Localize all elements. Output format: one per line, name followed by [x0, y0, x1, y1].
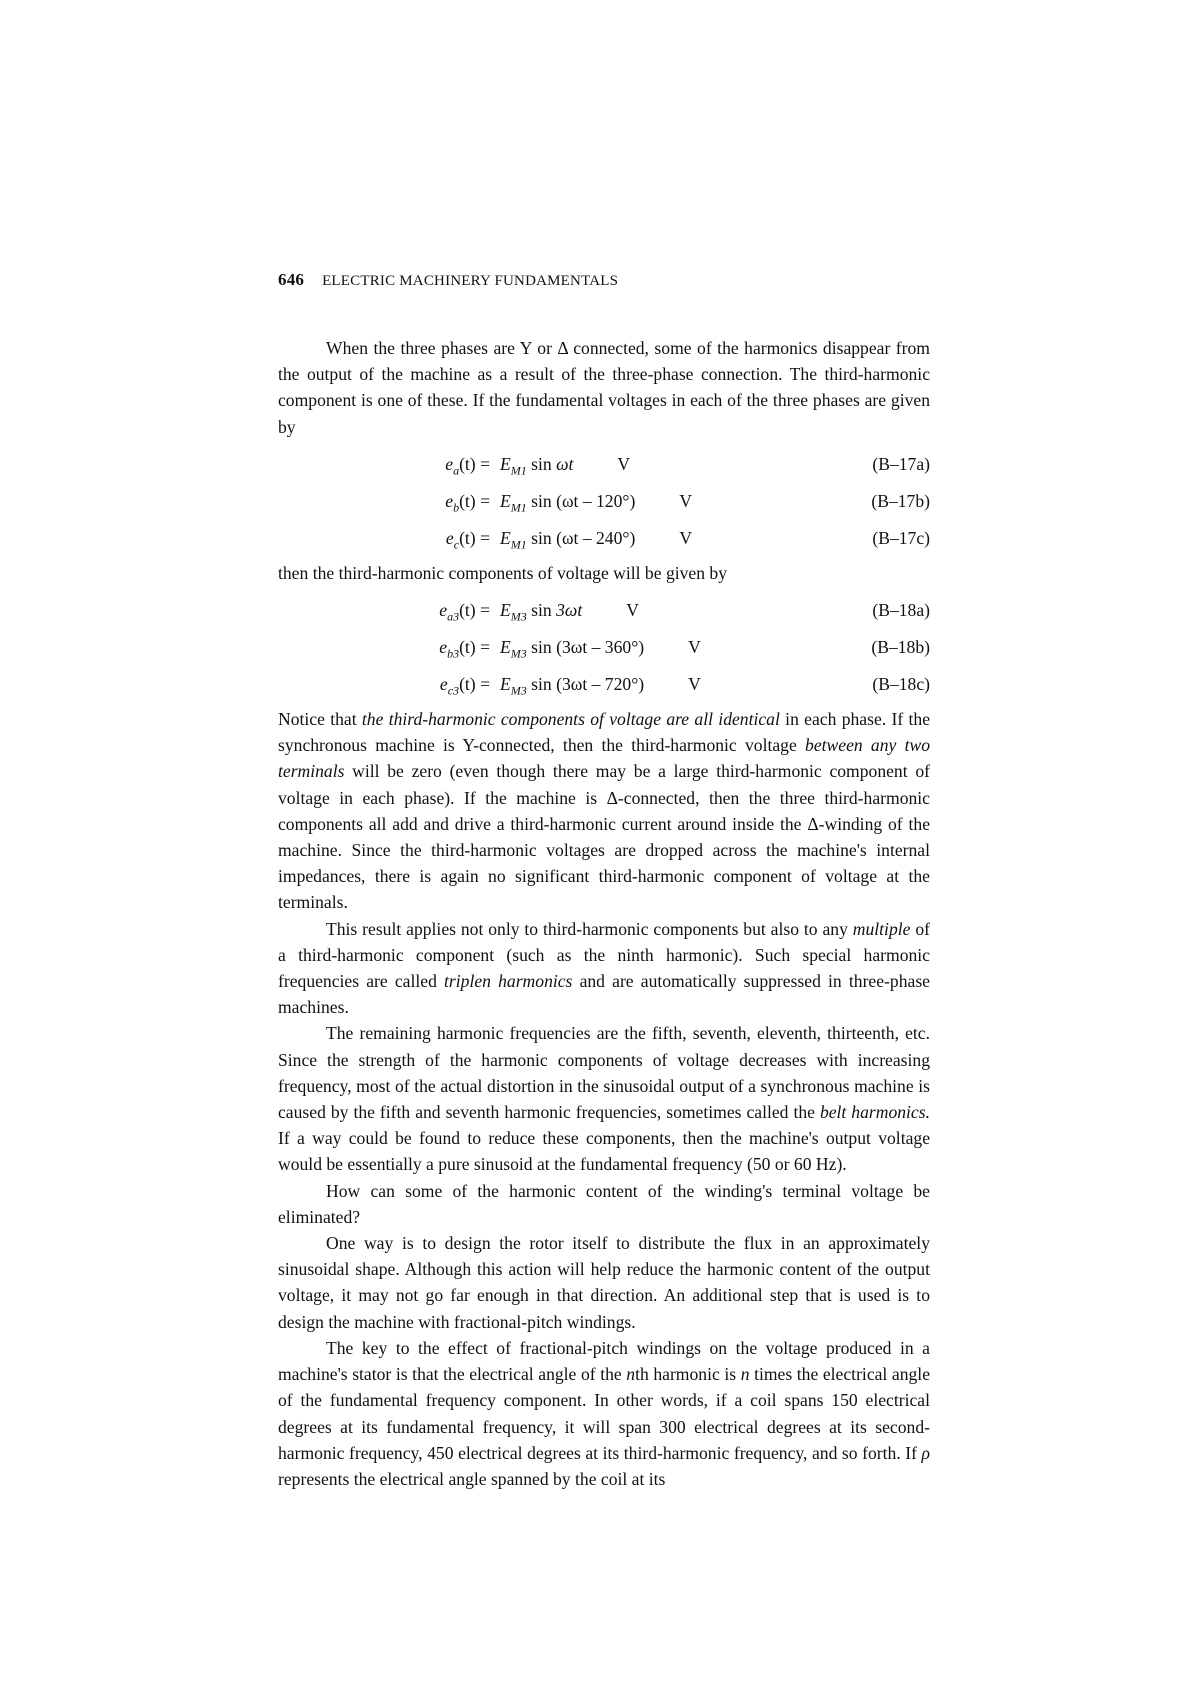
equation-number: (B–18c) [872, 674, 930, 695]
equation-b17b: $e_b(t)$ = $E_{M1}$ sin (ωt – 120°) V (B–17b) [278, 482, 930, 519]
equation-b17a: $e_a(t)$ = $E_{M1}$ sin ωt V (B–17a) [278, 445, 930, 482]
page-body [278, 335, 930, 1492]
equation-number: (B–17a) [872, 453, 930, 474]
paragraph-3: Notice that the third-harmonic components of voltage are all identical in each phase. If the synchronous machine is Y-connected, then the third-harmonic voltage between any two terminals will be zero (even though there may be a large third-harmonic component of voltage in each phase). If the machine is Δ-connected, then the three third-harmonic components all add and drive a third-harmonic current around inside the Δ-winding of the machine. Since the third-harmonic voltages are dropped across the machine's internal impedances, there is again no significant third-harmonic component of voltage at the terminals. [278, 709, 930, 913]
page-number: 646 [278, 270, 305, 289]
equation-number: (B–17b) [871, 490, 930, 511]
equation-number: (B–18a) [872, 600, 930, 621]
equation-number: (B–18b) [871, 637, 930, 658]
equation-block-b18 [278, 591, 930, 702]
paragraph-7: One way is to design the rotor itself to distribute the flux in an approximately sinusoidal shape. Although this action will help reduce the harmonic content of the output voltage, it may not go far enough in that direction. An additional step that is used is to design the machine with fractional-pitch windings. [278, 1233, 930, 1332]
paragraph-1: When the three phases are Y or Δ connected, some of the harmonics disappear from the output of the machine as a result of the three-phase connection. The third-harmonic component is one of these. If the fundamental voltages in each of the three phases are given by [278, 338, 930, 437]
equation-b18c: $e_{c3}(t)$ = $E_{M3}$ sin (3ωt – 720°) V (B–18c) [278, 665, 930, 702]
paragraph-2: then the third-harmonic components of voltage will be given by [278, 562, 728, 583]
equation-block-b17 [278, 445, 930, 556]
running-title: ELECTRIC MACHINERY FUNDAMENTALS [322, 273, 619, 289]
equation-b17c: $e_c(t)$ = $E_{M1}$ sin (ωt – 240°) V (B–17c) [278, 519, 930, 556]
paragraph-4: This result applies not only to third-harmonic components but also to any multiple of a third-harmonic component (such as the ninth harmonic). Such special harmonic frequencies are called triplen harmonics and are automatically suppressed in three-phase machines. [278, 918, 930, 1018]
running-header [278, 270, 618, 290]
equation-number: (B–17c) [872, 527, 930, 548]
paragraph-8: The key to the effect of fractional-pitch windings on the voltage produced in a machine's stator is that the electrical angle of the nth harmonic is n times the electrical angle of the fundamental frequency component. In other words, if a coil spans 150 electrical degrees at its fundamental frequency, it will span 300 electrical degrees at its second-harmonic frequency, 450 electrical degrees at its third-harmonic frequency, and so forth. If ρ represents the electrical angle spanned by the coil at its [278, 1337, 931, 1489]
equation-b18a: $e_{a3}(t)$ = $E_{M3}$ sin 3ωt V (B–18a) [278, 591, 930, 628]
paragraph-5: The remaining harmonic frequencies are the fifth, seventh, eleventh, thirteenth, etc. Since the strength of the harmonic components of voltage decreases with increasing frequency, most of the actual distortion in the sinusoidal output of a synchronous machine is caused by the fifth and seventh harmonic frequencies, sometimes called the belt harmonics. If a way could be found to reduce these components, then the machine's output voltage would be essentially a pure sinusoid at the fundamental frequency (50 or 60 Hz). [278, 1023, 930, 1175]
paragraph-6: How can some of the harmonic content of the winding's terminal voltage be eliminated? [278, 1180, 930, 1227]
equation-b18b: $e_{b3}(t)$ = $E_{M3}$ sin (3ωt – 360°) V (B–18b) [278, 628, 930, 665]
